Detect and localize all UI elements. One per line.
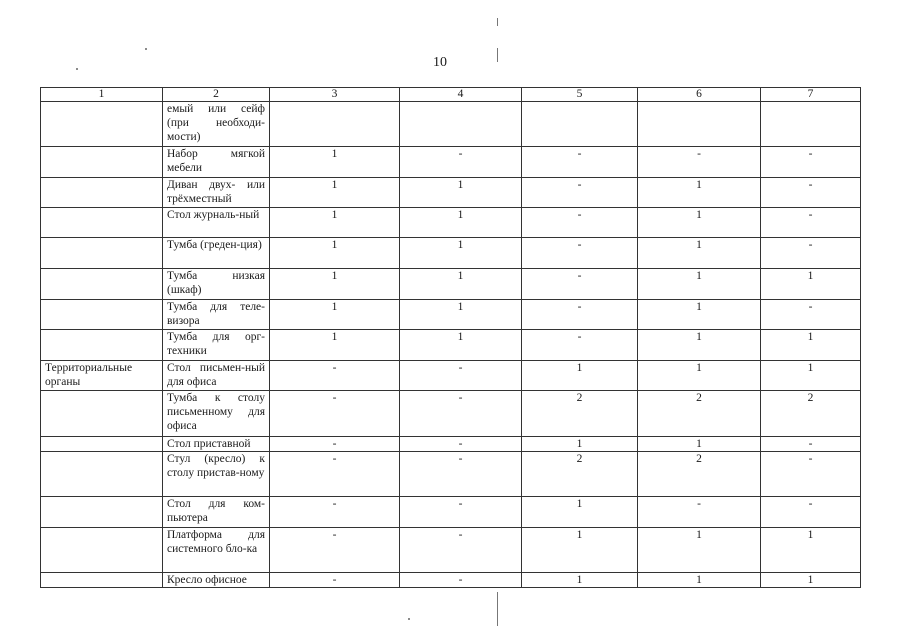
table-header-row: [41, 88, 861, 102]
value-cell: [638, 102, 761, 147]
table-row: [41, 269, 861, 300]
value-cell: -: [522, 300, 638, 330]
item-name-cell: Диван двух- или трёхместный: [163, 178, 270, 208]
value-cell: -: [270, 437, 400, 452]
value-cell: -: [761, 147, 861, 178]
value-cell: -: [400, 361, 522, 391]
value-cell: -: [400, 147, 522, 178]
table-row: [41, 573, 861, 588]
value-cell: -: [400, 573, 522, 588]
value-cell: -: [761, 208, 861, 238]
value-cell: -: [761, 178, 861, 208]
table-row: [41, 330, 861, 361]
item-name-cell: Тумба (греден-ция): [163, 238, 270, 269]
value-cell: -: [761, 300, 861, 330]
category-cell: [41, 452, 163, 497]
table-row: [41, 178, 861, 208]
value-cell: -: [270, 528, 400, 573]
value-cell: 1: [522, 497, 638, 528]
value-cell: 1: [270, 330, 400, 361]
category-cell: [41, 528, 163, 573]
value-cell: -: [761, 437, 861, 452]
category-cell: [41, 102, 163, 147]
value-cell: -: [400, 497, 522, 528]
value-cell: -: [522, 269, 638, 300]
value-cell: 1: [761, 361, 861, 391]
category-cell: [41, 147, 163, 178]
item-name-cell: Платформа для системного бло-ка: [163, 528, 270, 573]
value-cell: -: [761, 238, 861, 269]
value-cell: 1: [638, 330, 761, 361]
page-number: 10: [433, 55, 447, 70]
column-header-5: 5: [522, 88, 638, 102]
table-row: [41, 528, 861, 573]
value-cell: 1: [761, 573, 861, 588]
value-cell: 1: [638, 269, 761, 300]
value-cell: 1: [400, 178, 522, 208]
value-cell: 1: [270, 269, 400, 300]
column-header-4: 4: [400, 88, 522, 102]
item-name-cell: Стол письмен-ный для офиса: [163, 361, 270, 391]
value-cell: 1: [761, 528, 861, 573]
value-cell: 1: [400, 330, 522, 361]
scan-artifact-dot: [76, 68, 78, 70]
value-cell: 2: [638, 452, 761, 497]
category-cell: [41, 238, 163, 269]
scan-artifact-mark: [497, 18, 498, 26]
value-cell: 1: [522, 361, 638, 391]
table-row: [41, 437, 861, 452]
value-cell: 1: [400, 238, 522, 269]
value-cell: -: [522, 147, 638, 178]
value-cell: -: [400, 391, 522, 437]
value-cell: 1: [638, 361, 761, 391]
value-cell: 1: [400, 208, 522, 238]
value-cell: -: [522, 208, 638, 238]
category-cell: [41, 573, 163, 588]
value-cell: 1: [638, 300, 761, 330]
column-header-6: 6: [638, 88, 761, 102]
value-cell: 1: [638, 178, 761, 208]
value-cell: -: [400, 437, 522, 452]
furniture-table: [40, 87, 861, 588]
value-cell: -: [270, 452, 400, 497]
value-cell: -: [400, 528, 522, 573]
category-cell: [41, 300, 163, 330]
value-cell: 1: [400, 269, 522, 300]
value-cell: -: [761, 452, 861, 497]
value-cell: -: [761, 497, 861, 528]
item-name-cell: Тумба низкая (шкаф): [163, 269, 270, 300]
value-cell: 1: [270, 147, 400, 178]
value-cell: 1: [400, 300, 522, 330]
category-cell: [41, 208, 163, 238]
column-header-3: 3: [270, 88, 400, 102]
table-row: [41, 300, 861, 330]
value-cell: 1: [761, 330, 861, 361]
item-name-cell: Стол для ком-пьютера: [163, 497, 270, 528]
value-cell: 1: [638, 208, 761, 238]
column-header-2: 2: [163, 88, 270, 102]
value-cell: 1: [270, 178, 400, 208]
value-cell: 1: [522, 437, 638, 452]
value-cell: 1: [270, 208, 400, 238]
value-cell: [400, 102, 522, 147]
value-cell: 2: [522, 391, 638, 437]
item-name-cell: Набор мягкой мебели: [163, 147, 270, 178]
category-cell: [41, 269, 163, 300]
value-cell: 2: [638, 391, 761, 437]
value-cell: 1: [522, 573, 638, 588]
table-row: [41, 452, 861, 497]
scan-artifact-mark: [497, 592, 498, 626]
value-cell: 1: [522, 528, 638, 573]
value-cell: -: [522, 330, 638, 361]
value-cell: -: [270, 497, 400, 528]
value-cell: [270, 102, 400, 147]
category-cell: [41, 178, 163, 208]
value-cell: -: [638, 497, 761, 528]
value-cell: 1: [638, 573, 761, 588]
category-cell: Территориальные органы: [41, 361, 163, 391]
category-cell: [41, 391, 163, 437]
value-cell: [761, 102, 861, 147]
category-cell: [41, 497, 163, 528]
item-name-cell: Тумба к столу письменному для офиса: [163, 391, 270, 437]
column-header-1: 1: [41, 88, 163, 102]
table-row: [41, 497, 861, 528]
item-name-cell: Тумба для теле-визора: [163, 300, 270, 330]
value-cell: -: [270, 391, 400, 437]
item-name-cell: Стул (кресло) к столу пристав-ному: [163, 452, 270, 497]
table-row: [41, 208, 861, 238]
value-cell: -: [522, 238, 638, 269]
value-cell: [522, 102, 638, 147]
value-cell: 1: [638, 437, 761, 452]
category-cell: [41, 437, 163, 452]
value-cell: 2: [761, 391, 861, 437]
value-cell: -: [270, 573, 400, 588]
value-cell: 1: [638, 238, 761, 269]
column-header-7: 7: [761, 88, 861, 102]
item-name-cell: Тумба для орг-техники: [163, 330, 270, 361]
item-name-cell: Кресло офисное: [163, 573, 270, 588]
table-row: [41, 391, 861, 437]
item-name-cell: Стол журналь-ный: [163, 208, 270, 238]
item-name-cell: Стол приставной: [163, 437, 270, 452]
value-cell: -: [522, 178, 638, 208]
value-cell: 2: [522, 452, 638, 497]
scan-artifact-mark: [497, 48, 498, 62]
item-name-cell: емый или сейф (при необходи-мости): [163, 102, 270, 147]
category-cell: [41, 330, 163, 361]
value-cell: -: [400, 452, 522, 497]
value-cell: -: [638, 147, 761, 178]
value-cell: 1: [638, 528, 761, 573]
scan-artifact-dot: [408, 618, 410, 620]
table-row: [41, 102, 861, 147]
value-cell: -: [270, 361, 400, 391]
value-cell: 1: [270, 238, 400, 269]
table-row: [41, 238, 861, 269]
table-row: [41, 147, 861, 178]
scan-artifact-dot: [145, 48, 147, 50]
value-cell: 1: [761, 269, 861, 300]
value-cell: 1: [270, 300, 400, 330]
table-row: [41, 361, 861, 391]
